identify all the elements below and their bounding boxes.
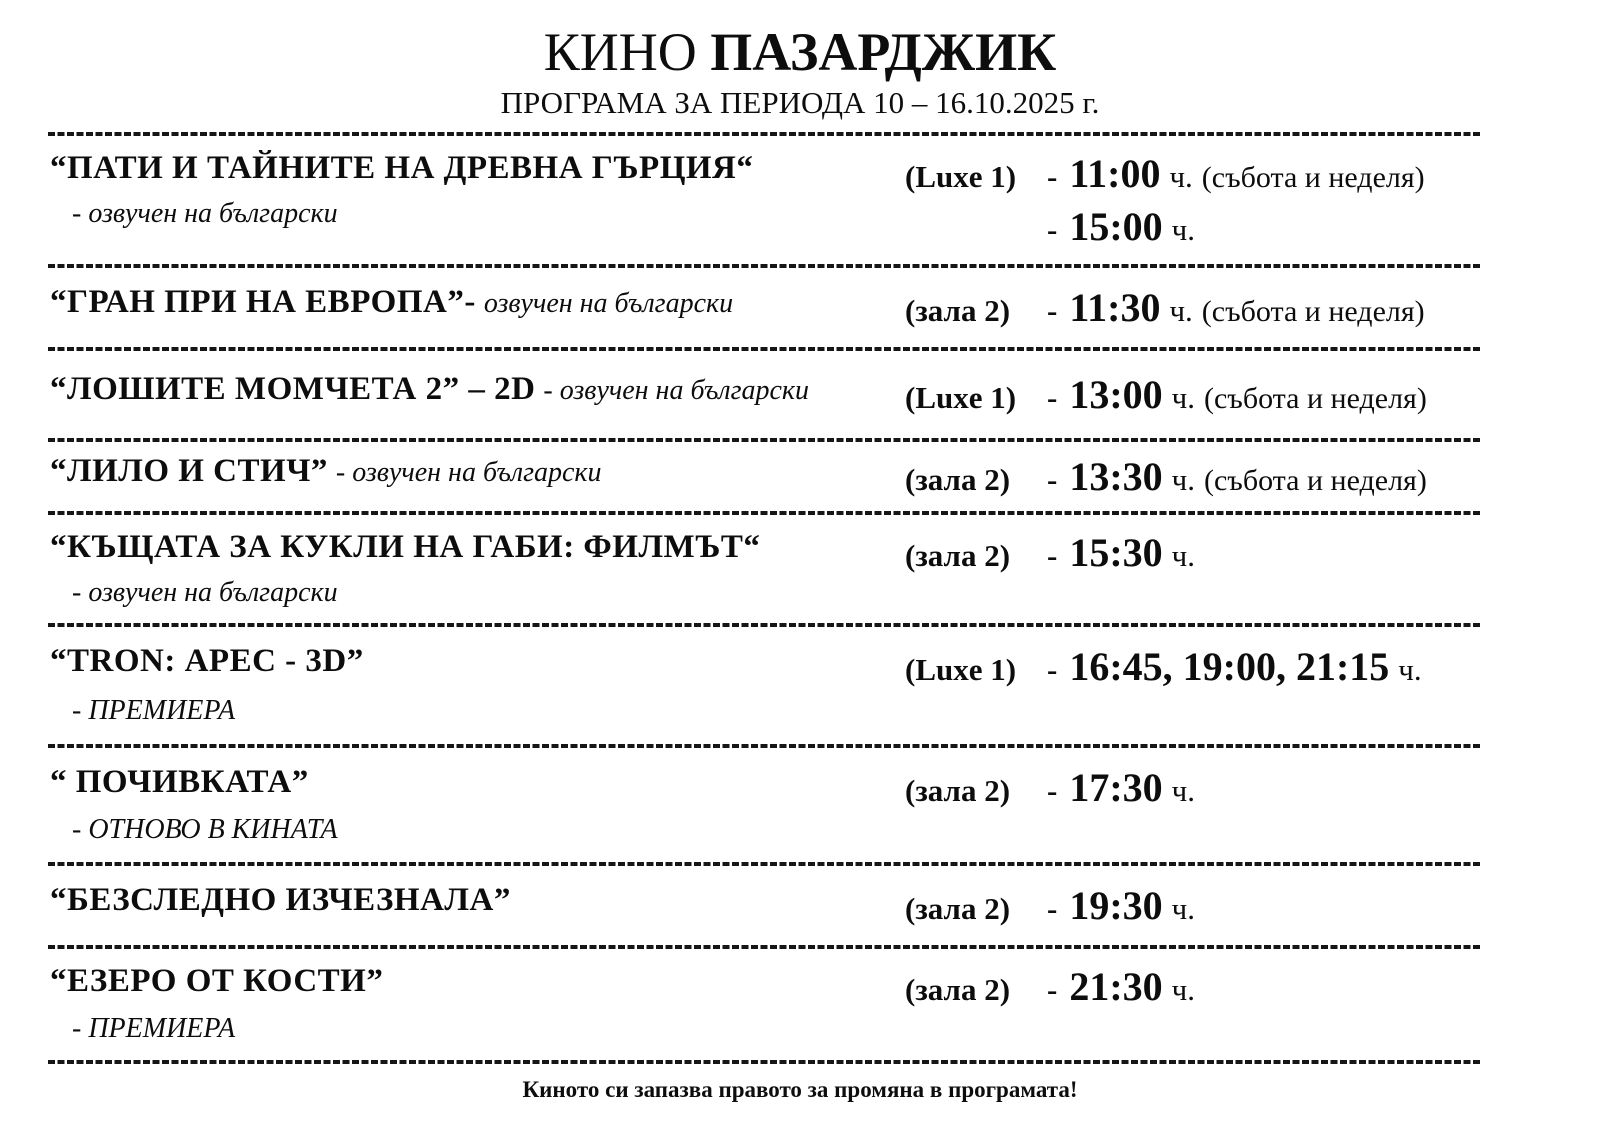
dash: - [1047, 537, 1058, 573]
dash: - [1047, 461, 1058, 497]
hour-abbrev: ч. [1171, 537, 1195, 573]
showtime-line [905, 371, 1570, 418]
movie-row [0, 748, 1600, 863]
showtime-line [905, 643, 1570, 690]
weekend-note: (събота и неделя) [1204, 381, 1427, 415]
showtime-time: 17:30 [1069, 764, 1163, 810]
showtime-line [905, 764, 1570, 811]
movie-sub-note: - ПРЕМИЕРА [72, 1013, 236, 1045]
program-period-subtitle: ПРОГРАМА ЗА ПЕРИОДА 10 – 16.10.2025 г. [500, 85, 1100, 121]
movie-row [0, 136, 1600, 264]
hall-label: (зала 2) [905, 537, 1011, 573]
movie-row [0, 949, 1600, 1060]
showtime-time: 11:00 [1069, 150, 1161, 196]
movie-title: “ЛИЛО И СТИЧ” [50, 452, 328, 489]
movie-language-note: - озвучен на български [543, 374, 810, 406]
movie-title: “ПАТИ И ТАЙНИТЕ НА ДРЕВНА ГЪРЦИЯ“ [50, 149, 754, 186]
movie-row [0, 627, 1600, 744]
showtime-time: 21:30 [1069, 964, 1163, 1010]
movie-language-note: - озвучен на български [335, 456, 602, 488]
hour-abbrev: ч. [1398, 652, 1422, 688]
movie-language-note: озвучен на български [483, 287, 734, 319]
hour-abbrev: ч. [1171, 379, 1195, 415]
hour-abbrev: ч. [1171, 211, 1195, 247]
showtime-time: 13:00 [1069, 371, 1163, 417]
movie-row [0, 351, 1600, 438]
hall-label: (зала 2) [905, 972, 1011, 1008]
showtime-time: 19:30 [1069, 883, 1163, 929]
showtime-line [905, 203, 1570, 250]
movie-row [0, 515, 1600, 624]
movie-row [0, 866, 1600, 945]
showtime-time: 15:00 [1069, 203, 1163, 249]
movie-title: “ЕЗЕРО ОТ КОСТИ” [50, 963, 384, 1000]
showtime-line [905, 453, 1570, 500]
hour-abbrev: ч. [1169, 158, 1193, 194]
showtime-line [905, 882, 1570, 929]
hour-abbrev: ч. [1171, 972, 1195, 1008]
movie-sub-note: - озвучен на български [72, 576, 338, 608]
weekend-note: (събота и неделя) [1201, 294, 1425, 328]
movie-row [0, 442, 1600, 511]
movie-title: “ЛОШИТЕ МОМЧЕТА 2” – 2D [50, 370, 536, 407]
weekend-note: (събота и неделя) [1204, 463, 1427, 497]
dash: - [1047, 891, 1058, 927]
showtime-time: 11:30 [1069, 284, 1161, 330]
dash: - [1047, 158, 1058, 194]
dash: - [1047, 292, 1058, 328]
movie-title: “КЪЩАТА ЗА КУКЛИ НА ГАБИ: ФИЛМЪТ“ [50, 528, 761, 565]
showtime-time: 13:30 [1069, 453, 1163, 499]
hall-label: (Luxe 1) [905, 379, 1017, 415]
showtime-line [905, 963, 1570, 1010]
movie-title: “TRON: АРЕС - 3D” [50, 643, 364, 680]
dash: - [1047, 972, 1058, 1008]
hall-label: (Luxe 1) [905, 158, 1017, 194]
hall-label: (зала 2) [905, 891, 1011, 927]
cinema-word: КИНО [543, 22, 697, 82]
dash: - [1047, 211, 1058, 247]
dash: - [1047, 772, 1058, 808]
dash: - [1047, 652, 1058, 688]
hall-label: (зала 2) [905, 772, 1011, 808]
movie-sub-note: - озвучен на български [72, 197, 338, 229]
hour-abbrev: ч. [1171, 891, 1195, 927]
showtime-time: 15:30 [1069, 529, 1163, 575]
showtime-line [905, 150, 1570, 197]
movie-title: “ ПОЧИВКАТА” [50, 763, 309, 800]
showtime-time: 16:45, 19:00, 21:15 [1069, 644, 1390, 690]
weekend-note: (събота и неделя) [1201, 160, 1425, 194]
movie-title: “БЕЗСЛЕДНО ИЗЧЕЗНАЛА” [50, 882, 511, 919]
showtime-line [905, 284, 1570, 331]
dash: - [1047, 379, 1058, 415]
hour-abbrev: ч. [1171, 461, 1195, 497]
movie-sub-note: - ПРЕМИЕРА [72, 695, 236, 727]
movie-row [0, 268, 1600, 347]
hall-label: (зала 2) [905, 461, 1011, 497]
movie-sub-note: - ОТНОВО В КИНАТА [72, 813, 338, 845]
hall-label: (зала 2) [905, 292, 1011, 328]
hour-abbrev: ч. [1171, 772, 1195, 808]
hall-label: (Luxe 1) [905, 652, 1017, 688]
cinema-name: ПАЗАРДЖИК [710, 22, 1057, 82]
page-title [0, 22, 1600, 82]
movie-title: “ГРАН ПРИ НА ЕВРОПА”- [50, 283, 476, 320]
program-change-disclaimer: Киното си запазва правото за промяна в програмата! [522, 1077, 1078, 1103]
hour-abbrev: ч. [1169, 292, 1193, 328]
separator [48, 1060, 1480, 1064]
showtime-line [905, 529, 1570, 576]
